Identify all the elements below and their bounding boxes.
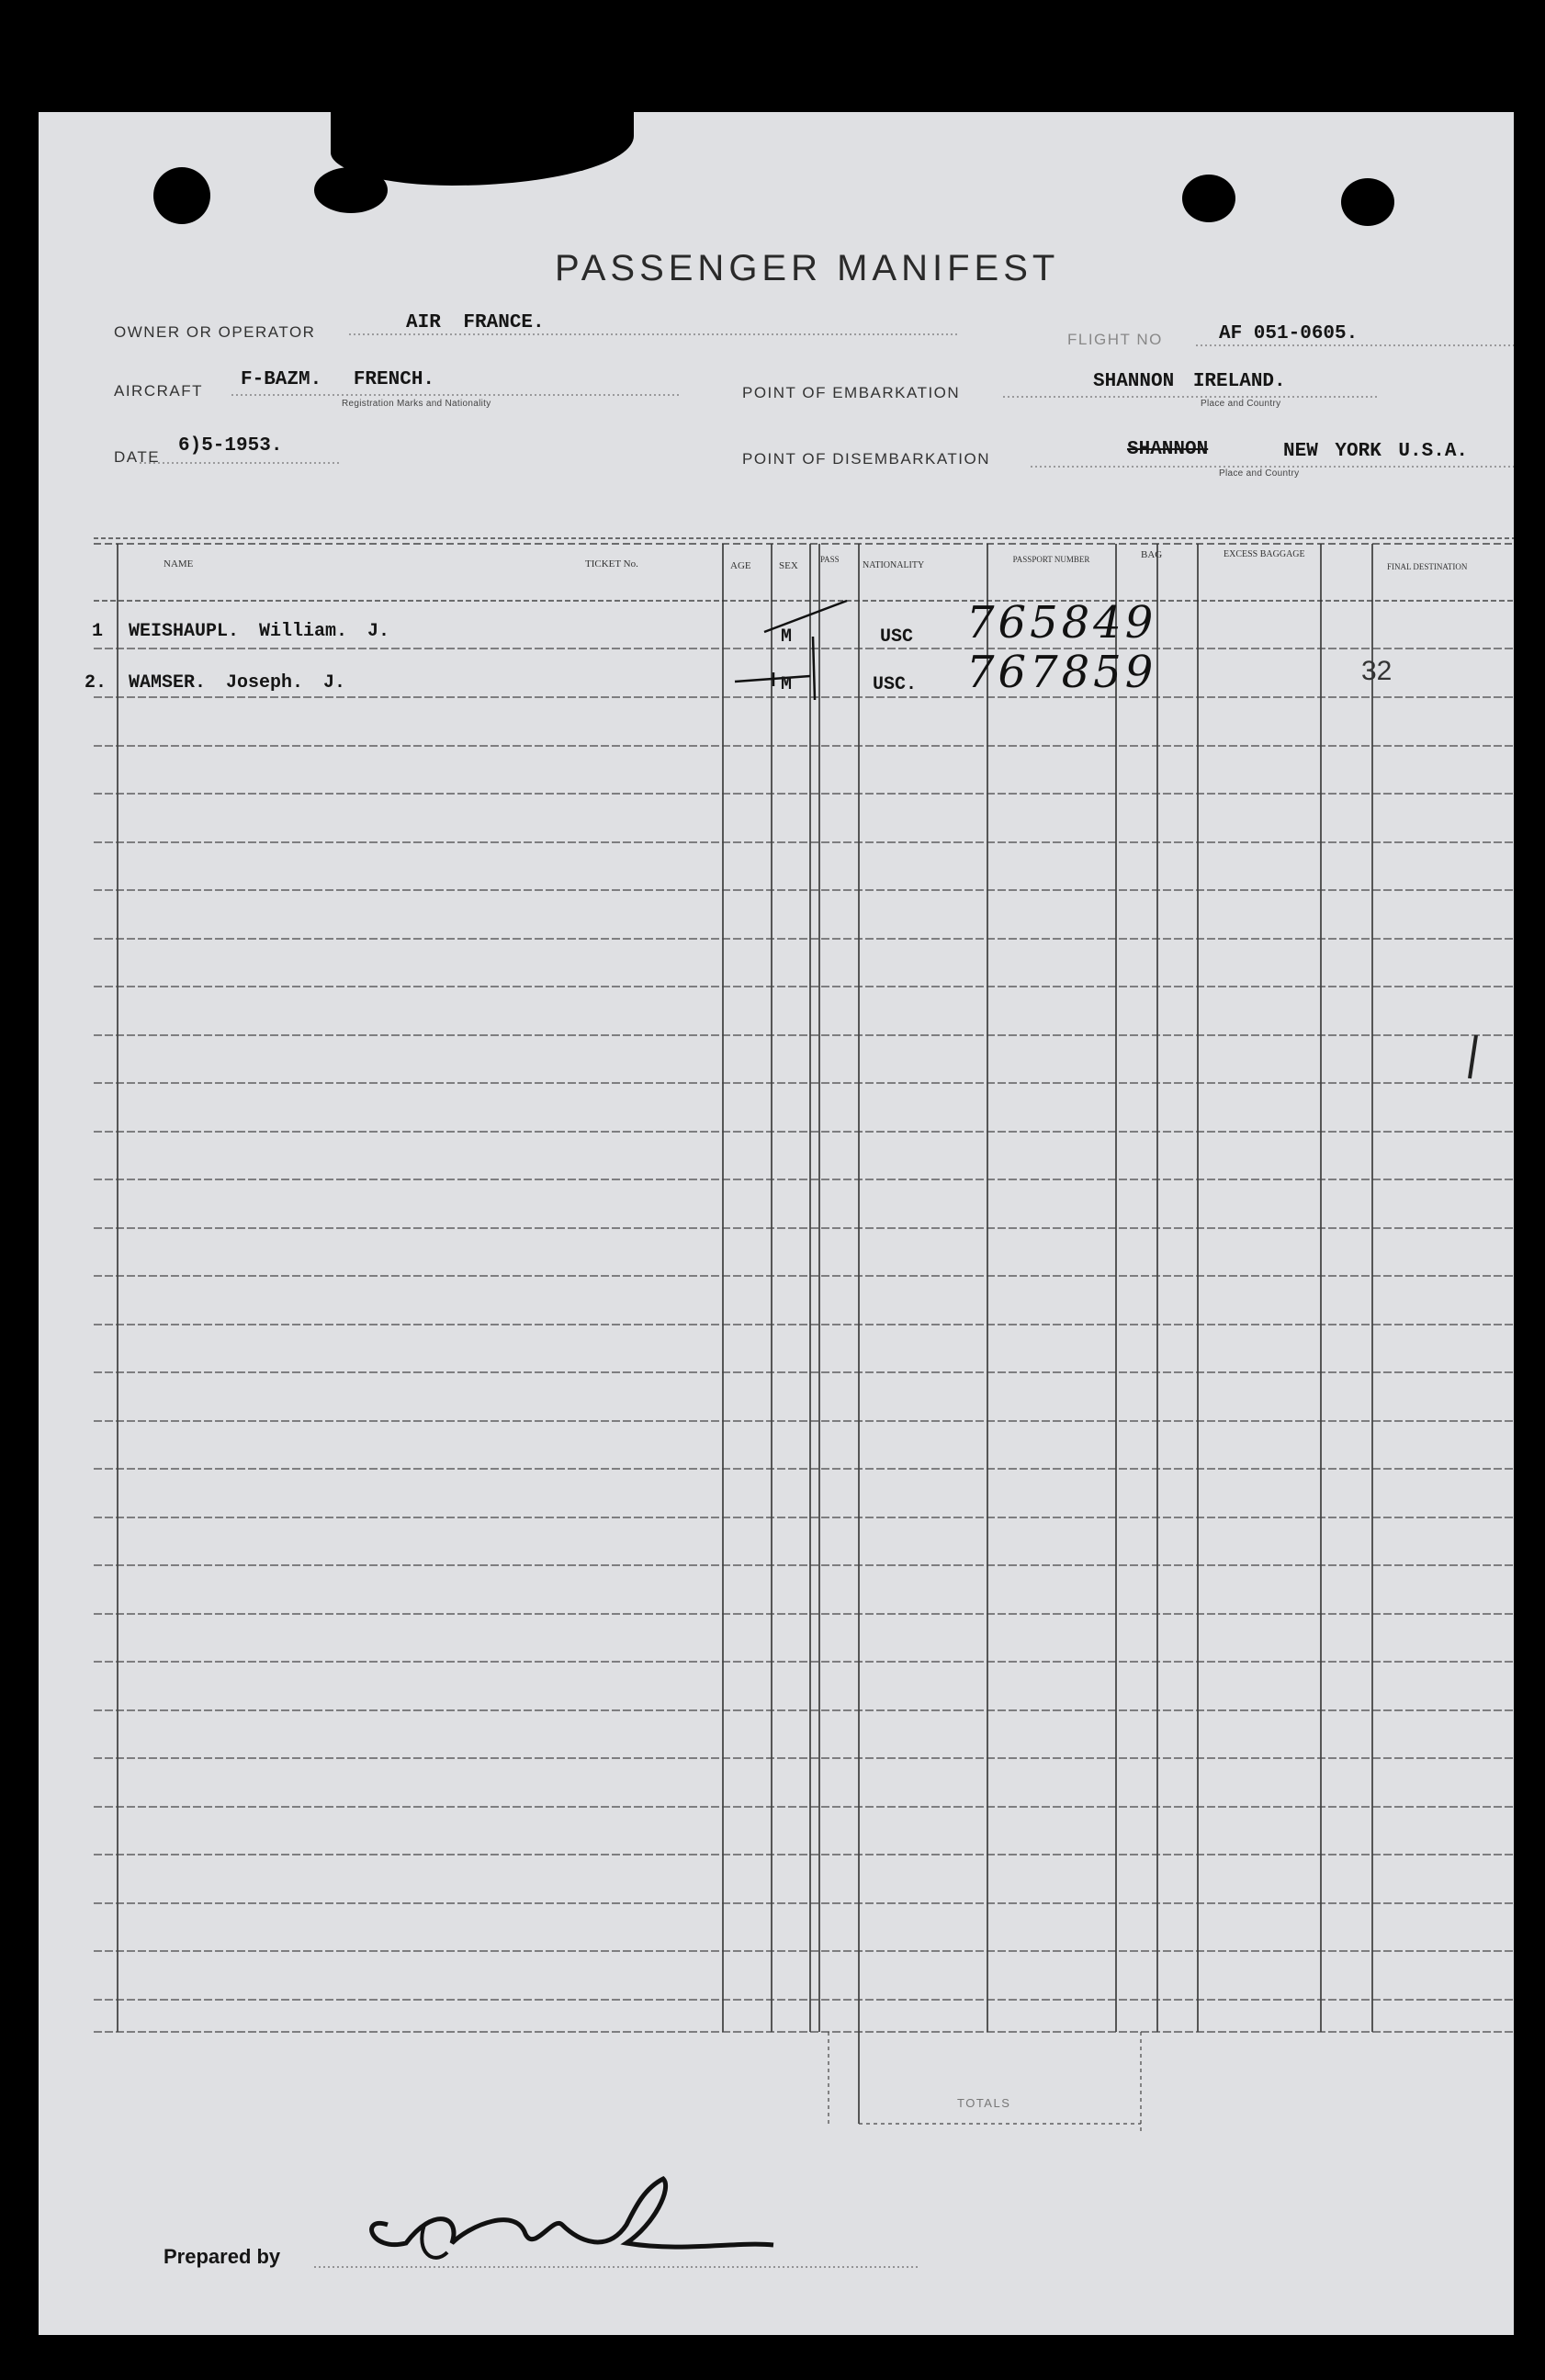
col-sex: SEX [779, 560, 798, 571]
row-1-num: 1 [92, 621, 104, 642]
row-2-passport: 767859 [966, 647, 1157, 698]
col-final: FINAL DESTINATION [1387, 562, 1468, 571]
col-pass: PASS [820, 555, 840, 564]
ink-blot-small [314, 167, 388, 213]
aircraft-caption: Registration Marks and Nationality [342, 399, 491, 409]
punch-hole-right-1 [1182, 175, 1235, 222]
disembarkation-label: POINT OF DISEMBARKATION [742, 450, 991, 468]
aircraft-value: F-BAZM. FRENCH. [241, 369, 435, 390]
totals-label: TOTALS [957, 2096, 1011, 2110]
col-nationality: NATIONALITY [863, 560, 925, 570]
disembarkation-caption: Place and Country [1219, 468, 1300, 479]
punch-hole-left [153, 167, 210, 224]
col-name: NAME [164, 558, 194, 570]
page-title: PASSENGER MANIFEST [555, 248, 1060, 288]
col-ticket: TICKET No. [585, 558, 638, 570]
prepared-by-label: Prepared by [164, 2245, 281, 2268]
col-passport: PASSPORT NUMBER [1012, 555, 1090, 564]
row-1-sex: M [781, 626, 793, 648]
aircraft-label: AIRCRAFT [114, 382, 203, 400]
disembarkation-struck: SHANNON [1127, 439, 1209, 460]
manifest-sheet [39, 112, 1514, 2335]
owner-label: OWNER OR OPERATOR [114, 323, 316, 341]
flight-value: AF 051-0605. [1219, 323, 1359, 344]
row-2-num: 2. [85, 672, 107, 694]
row-1-passport: 765849 [966, 597, 1157, 649]
embarkation-value: SHANNON IRELAND. [1093, 371, 1286, 392]
date-label: DATE [114, 448, 161, 466]
row-2-note: 32 [1361, 656, 1393, 686]
date-value: 6)5-1953. [178, 435, 283, 457]
row-2-sex: M [781, 674, 793, 695]
flight-label: FLIGHT NO [1067, 331, 1163, 348]
embarkation-caption: Place and Country [1201, 399, 1281, 409]
disembarkation-value: NEW YORK U.S.A. [1283, 441, 1469, 462]
col-excess: EXCESS BAGGAGE [1224, 549, 1305, 559]
row-1-name: WEISHAUPL. William. J. [129, 621, 390, 642]
owner-value: AIR FRANCE. [406, 312, 545, 333]
col-bag: BAG [1141, 549, 1163, 560]
embarkation-label: POINT OF EMBARKATION [742, 384, 961, 401]
row-1-nationality: USC [880, 626, 914, 648]
col-age: AGE [730, 560, 751, 571]
row-2-name: WAMSER. Joseph. J. [129, 672, 346, 694]
punch-hole-right-2 [1341, 178, 1394, 226]
row-2-nationality: USC. [873, 674, 918, 695]
